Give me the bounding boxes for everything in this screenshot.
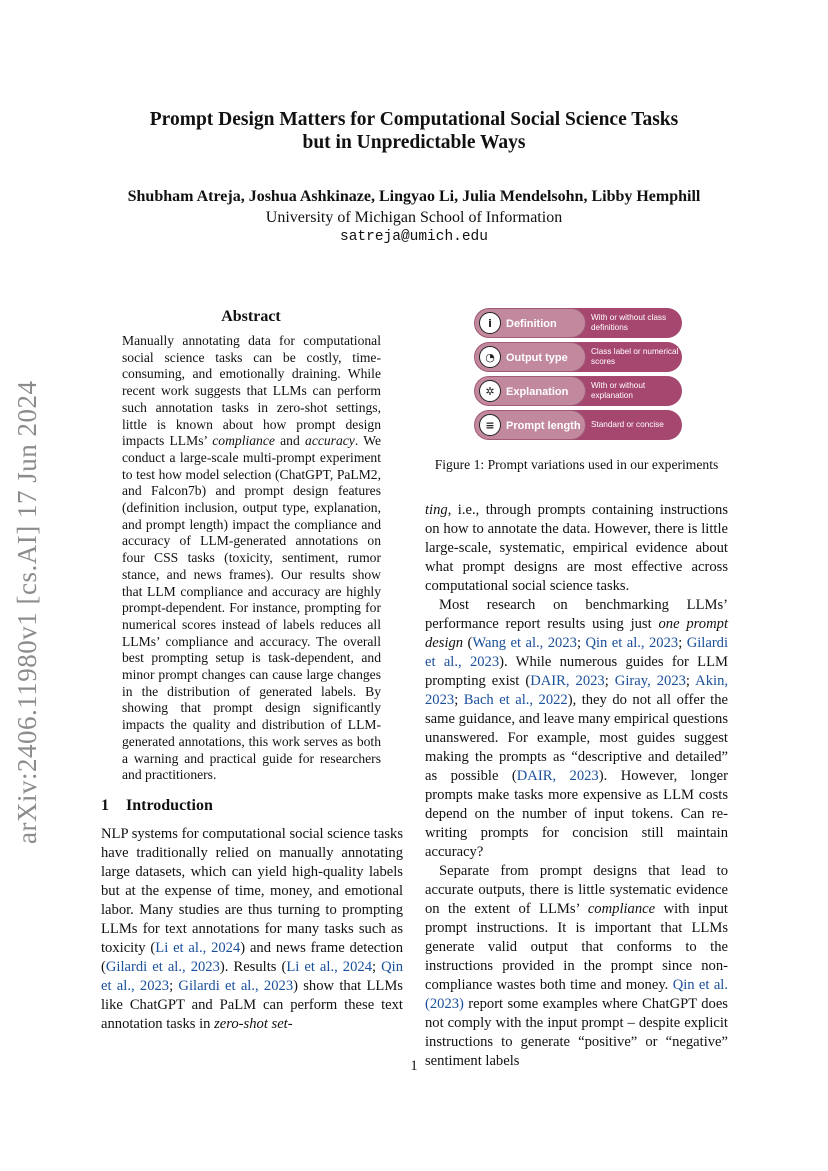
abstract-body [122, 333, 381, 784]
abstract-heading: Abstract [221, 308, 281, 325]
figure-row-definition [474, 308, 682, 338]
text: NLP systems for computational social science tasks have traditionally relied on manually annotating large datasets, which can yield high-quality labels but at the expense of time, money, and emotional labor. Many studies are thus turning to prompting LLMs for text annotations for many tasks such as toxicity ( [101, 826, 403, 956]
citation-link[interactable]: Giray, 2023 [614, 673, 686, 689]
figure-row-label: Definition [506, 318, 557, 330]
page-number: 1 [410, 1058, 418, 1074]
figure-row-explanation [474, 376, 682, 406]
text: Separate from prompt designs that lead to accurate outputs, there is little systematic evidence on the extent of LLMs’ [425, 863, 728, 917]
arxiv-identifier: arXiv:2406.11980v1 [cs.AI] 17 Jun 2024 [12, 380, 42, 844]
paragraph [425, 862, 728, 1071]
authors: Shubham Atreja, Joshua Ashkinaze, Lingyao Li, Julia Mendelsohn, Libby Hemphill [127, 188, 701, 205]
figure-pill [474, 342, 586, 372]
abstract-text: . We conduct a large-scale multi-prompt experiment to test how model selection (ChatGPT, PaLM2, and Falcon7b) and prompt design features (definition inclusion, output type, explanation, and prompt length) impact the compliance and accuracy of LLM-generated annotations on four CSS tasks (toxicity, sentiment, rumor stance, and news frames). Our results show that LLM compliance and accuracy are highly prompt-dependent. For instance, prompting for numerical scores instead of labels reduces all LLMs’ compliance and accuracy. The overall best prompting setup is task-dependent, and minor prompt changes can cause large changes in the distribution of generated labels. By showing that prompt design significantly impacts the quality and distribution of LLM-generated annotations, this work serves as both a warning and practical guide for researchers and practitioners. [122, 433, 381, 783]
figure-row-prompt-length [474, 410, 682, 440]
abstract-text: Manually annotating data for computational social science tasks can be costly, time-consuming, and emotionally draining. While recent work suggests that LLMs can perform such annotation tasks in zero-shot settings, little is known about how prompt design impacts LLMs’ [122, 333, 381, 449]
text: ). Results ( [219, 959, 287, 975]
citation-link[interactable]: DAIR, 2023 [530, 673, 605, 689]
figure-prompt-variations [474, 308, 682, 442]
text: Most research on benchmarking LLMs’ performance report results using just [425, 597, 728, 632]
abstract-emph-accuracy: accuracy [305, 433, 355, 449]
emph-text: one prompt design [425, 616, 728, 651]
figure-row-desc: Standard or concise [591, 419, 664, 429]
paragraph [425, 596, 728, 862]
emph-text: ting [425, 502, 448, 518]
citation-link[interactable]: Gilardi et al., 2023 [178, 978, 294, 994]
text: ; [372, 959, 382, 975]
text-lines-icon: ≡ [479, 414, 501, 436]
citation-link[interactable]: Li et al., 2024 [155, 940, 241, 956]
figure-pill [474, 308, 586, 338]
section-heading-introduction [101, 797, 213, 815]
citation-link[interactable]: DAIR, 2023 [516, 768, 599, 784]
figure-row-desc: Class label or numerical scores [591, 346, 679, 366]
citation-link[interactable]: Qin et al. (2023) [425, 977, 729, 1012]
text: ), they do not all offer the same guidance, and leave many empirical questions unanswered. For example, most guides suggest making the prompts as “descriptive and detailed” as possible ( [425, 692, 728, 784]
text: ). While numerous guides for LLM prompting exist ( [425, 654, 728, 689]
text: ( [463, 635, 473, 651]
text: ; [678, 635, 687, 651]
citation-link[interactable]: Qin et al., 2023 [585, 635, 679, 651]
citation-link[interactable]: Qin et al., 2023 [101, 959, 403, 994]
figure-row-label: Output type [506, 352, 568, 364]
intro-left-column [101, 825, 403, 1034]
text: ; [454, 692, 464, 708]
title-line-2: but in Unpredictable Ways [302, 132, 526, 153]
figure-row-desc: With or without class definitions [591, 312, 667, 332]
citation-link[interactable]: Li et al., 2024 [286, 959, 372, 975]
figure-pill [474, 376, 586, 406]
figure-row-desc: With or without explanation [591, 380, 646, 400]
text: ). However, longer prompts make tasks more expensive as LLM costs depend on the number of input tokens. Can re-writing prompts for concision still maintain accuracy? [425, 768, 728, 860]
affiliation: University of Michigan School of Information [265, 209, 563, 226]
emph-text: compliance [587, 901, 656, 917]
intro-right-column [425, 501, 728, 1071]
citation-link[interactable]: Wang et al., 2023 [472, 635, 577, 651]
text: with input prompt instructions. It is important that LLMs generate valid output that conforms to the instructions provided in the prompt since non-compliance wastes both time and money. [425, 901, 728, 993]
emph-text: zero-shot set- [214, 1016, 293, 1032]
text: , i.e., through prompts containing instructions on how to annotate the data. However, there is little large-scale, systematic, empirical evidence about what prompt designs are most effective across computational social science tasks. [425, 502, 728, 594]
abstract-text: and [274, 433, 306, 449]
abstract-emph-compliance: compliance [212, 433, 275, 449]
paper-title [100, 108, 728, 154]
section-title: Introduction [126, 797, 213, 814]
citation-link[interactable]: Bach et al., 2022 [463, 692, 568, 708]
text: report some examples where ChatGPT does not comply with the input prompt – despite explicit instructions to generate “positive” or “negative” sentiment labels [425, 996, 728, 1069]
text: ; [604, 673, 615, 689]
figure-row-label: Prompt length [506, 420, 581, 432]
email: satreja@umich.edu [340, 229, 488, 245]
section-number: 1 [101, 797, 109, 814]
citation-link[interactable]: Gilardi et al., 2023 [425, 635, 729, 670]
figure-caption: Figure 1: Prompt variations used in our experiments [434, 457, 719, 472]
figure-row-label: Explanation [506, 386, 569, 398]
text: ) and news frame detection ( [101, 940, 403, 975]
figure-row-output-type [474, 342, 682, 372]
text: ) show that LLMs like ChatGPT and PaLM can perform these text annotation tasks in [101, 978, 403, 1032]
title-line-1: Prompt Design Matters for Computational Social Science Tasks [149, 109, 679, 130]
info-icon: i [479, 312, 501, 334]
paragraph [425, 501, 728, 596]
brain-icon: ✲ [479, 380, 501, 402]
gauge-icon: ◔ [479, 346, 501, 368]
text: ; [169, 978, 179, 994]
text: ; [576, 635, 586, 651]
citation-link[interactable]: Akin, 2023 [425, 673, 729, 708]
figure-pill [474, 410, 586, 440]
citation-link[interactable]: Gilardi et al., 2023 [105, 959, 220, 975]
text: ; [685, 673, 696, 689]
paragraph [101, 825, 403, 1034]
